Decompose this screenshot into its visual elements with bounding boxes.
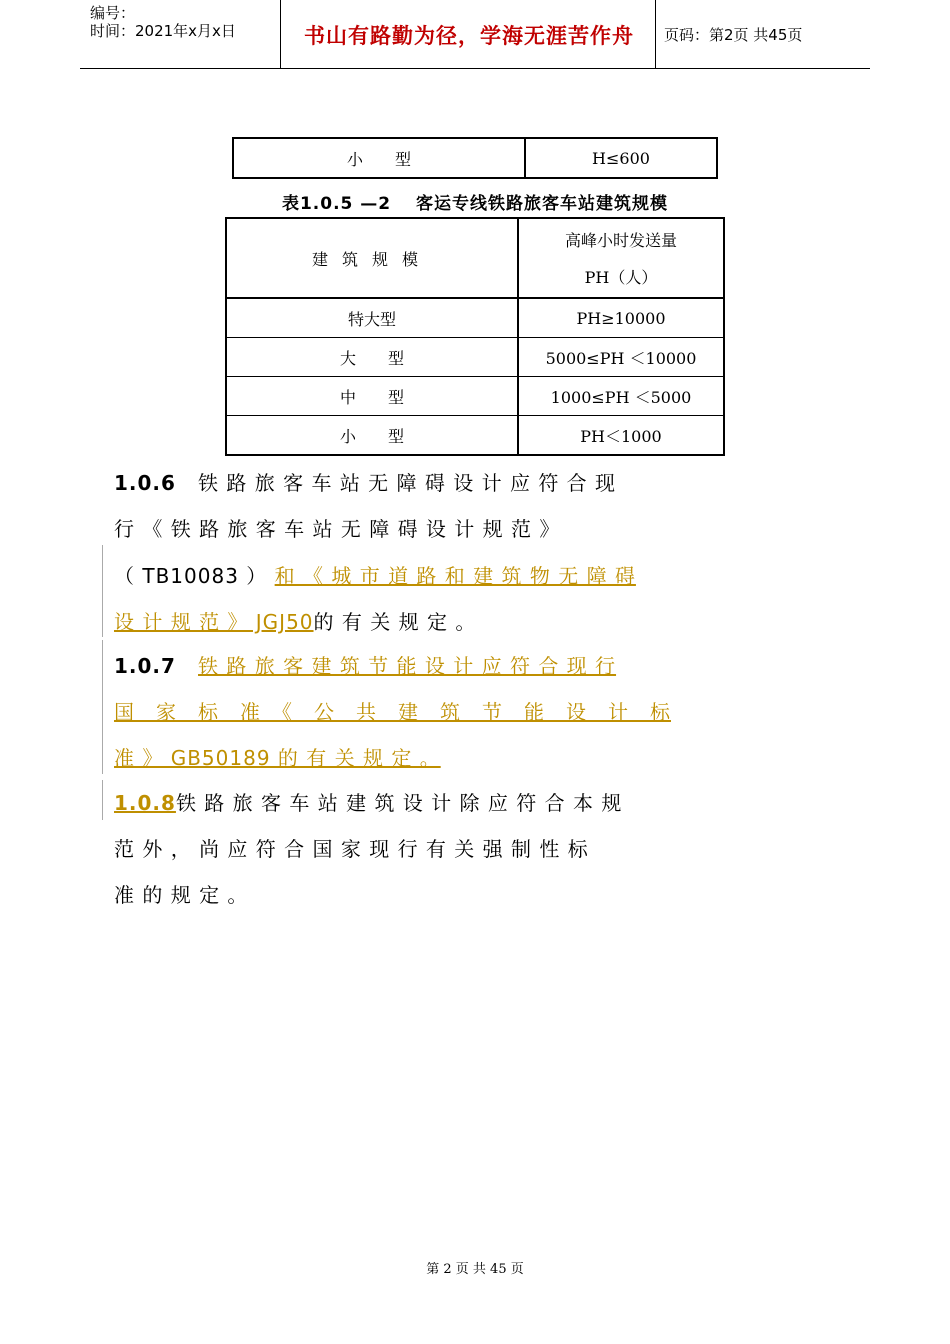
table-cell: 1000≤PH ＜5000 — [518, 377, 724, 416]
table-row — [233, 138, 717, 178]
revision-bar — [102, 780, 103, 820]
table-row — [226, 377, 724, 416]
header-divider — [655, 0, 656, 68]
clause-1-0-7-line — [114, 650, 616, 679]
table-cell: 特大型 — [226, 298, 518, 338]
inserted-text: 铁 路 旅 客 建 筑 节 能 设 计 应 符 合 现 行 — [198, 654, 617, 678]
clause-1-0-8-line: 范 外 ， 尚 应 符 合 国 家 现 行 有 关 强 制 性 标 — [114, 837, 589, 861]
scale-table-1-tail — [232, 137, 718, 179]
clause-1-0-6-line: 设 计 规 范 》 JGJ50的 有 关 规 定 。 — [114, 610, 477, 634]
column-header-scale: 建筑规模 — [226, 218, 518, 298]
document-number-label: 编号： — [90, 4, 136, 22]
table-cell: H≤600 — [525, 138, 717, 178]
table-cell: PH＜1000 — [518, 416, 724, 456]
document-date: 时间：2021年x月x日 — [90, 22, 236, 40]
column-header-ph: 高峰小时发送量 PH（人） — [518, 218, 724, 298]
table-row — [226, 338, 724, 377]
clause-number: 1.0.6 — [114, 471, 176, 495]
table-header-row — [226, 218, 724, 298]
clause-1-0-7-line — [114, 696, 671, 725]
inserted-text: 国 家 标 准 《 公 共 建 筑 节 能 设 计 标 — [114, 700, 671, 724]
revision-bar — [102, 640, 103, 774]
clause-number: 1.0.7 — [114, 654, 176, 678]
table-row — [226, 298, 724, 338]
clause-1-0-6-line: 行 《 铁 路 旅 客 车 站 无 障 碍 设 计 规 范 》 — [114, 517, 561, 541]
table-cell: 中 型 — [226, 377, 518, 416]
header-page-info: 页码：第2页 共45页 — [664, 26, 803, 44]
table-row — [226, 416, 724, 456]
table-cell: 大 型 — [226, 338, 518, 377]
inserted-text: 和 《 城 市 道 路 和 建 筑 物 无 障 碍 — [274, 564, 636, 588]
header-divider — [280, 0, 281, 68]
clause-1-0-8-line: 准 的 规 定 。 — [114, 883, 249, 907]
table-cell: 5000≤PH ＜10000 — [518, 338, 724, 377]
table-cell: 小 型 — [233, 138, 525, 178]
inserted-text: 设 计 规 范 》 JGJ50 — [114, 610, 314, 634]
clause-number: 1.0.8 — [114, 791, 176, 815]
header-motto: 书山有路勤为径，学海无涯苦作舟 — [304, 24, 634, 48]
table-cell: PH≥10000 — [518, 298, 724, 338]
clause-1-0-8-line: 1.0.8铁 路 旅 客 车 站 建 筑 设 计 除 应 符 合 本 规 — [114, 791, 623, 815]
table-cell: 小 型 — [226, 416, 518, 456]
table-caption: 表1.0.5 —2 客运专线铁路旅客车站建筑规模 — [281, 194, 669, 214]
clause-1-0-6-line: （ TB10083 ） 和 《 城 市 道 路 和 建 筑 物 无 障 碍 — [114, 564, 636, 588]
header-meta — [90, 4, 236, 40]
inserted-text: 准 》 GB50189 的 有 关 规 定 。 — [114, 746, 441, 770]
clause-1-0-6-line: 1.0.6 铁 路 旅 客 车 站 无 障 碍 设 计 应 符 合 现 — [114, 471, 617, 495]
page-header — [80, 0, 870, 69]
station-scale-table — [225, 217, 725, 456]
clause-1-0-7-line — [114, 742, 441, 771]
revision-bar — [102, 545, 103, 637]
page-footer: 第 2 页 共 45 页 — [426, 1262, 524, 1277]
